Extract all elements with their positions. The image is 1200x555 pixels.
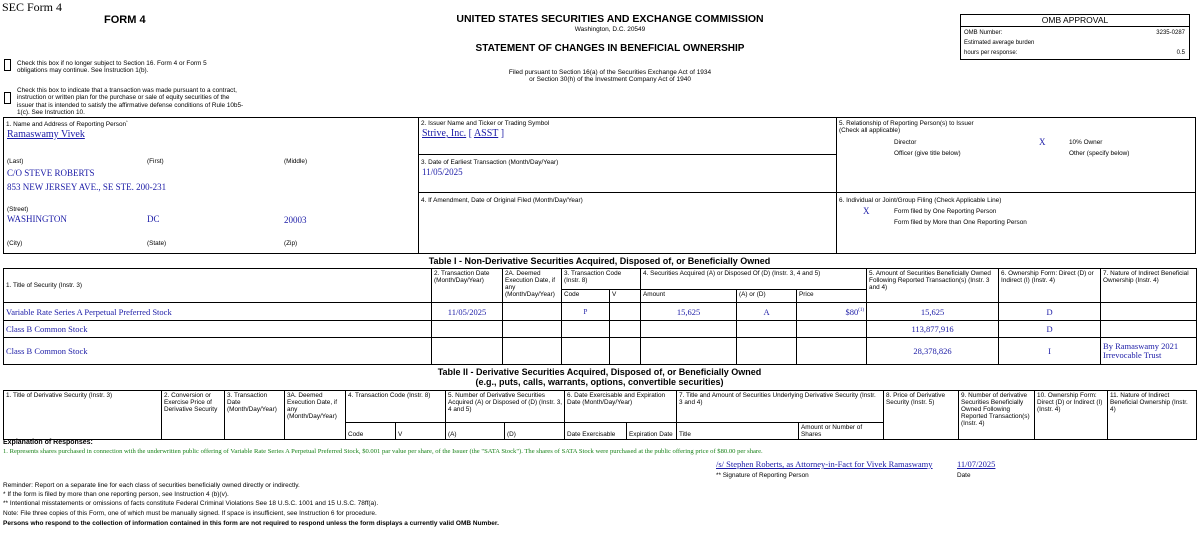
state-label: (State) [147,240,167,247]
earliest-transaction-box [418,154,837,193]
omb-hours-value: 0.5 [1176,50,1185,56]
signature-label: ** Signature of Reporting Person [716,472,809,479]
t2-h-v: V [396,423,446,440]
ten-percent-mark: X [1039,137,1046,147]
reporting-person-box [3,117,419,254]
table1-title: Table I - Non-Derivative Securities Acquired, Disposed of, or Beneficially Owned [428,256,771,266]
reminder-3: ** Intentional misstatements or omissions of facts constitute Federal Criminal Violations See 18 U.S.C. 1001 and 15 U.S.C. 78ff(a). [3,500,379,507]
t1-r0-price-footnote[interactable]: (1) [858,307,865,313]
omb-hours-label: hours per response: [964,50,1018,56]
t1-r0-date: 11/05/2025 [432,303,503,321]
t1-r2-form: I [999,338,1101,365]
ticker-open-bracket: [ [468,128,474,139]
t1-r1-amount [641,321,737,338]
t1-h-nature: 7. Nature of Indirect Beneficial Ownership (Instr. 4) [1101,269,1197,303]
omb-number-value: 3235-0287 [1156,30,1185,36]
table2-subtitle: (e.g., puts, calls, warrants, options, convertible securities) [475,377,724,387]
t2-h-exercisable: 6. Date Exercisable and Expiration Date (Month/Day/Year) [565,391,677,423]
omb-approval-box [960,14,1190,60]
box3-label: 3. Date of Earliest Transaction (Month/Day/Year) [421,159,559,166]
middle-label: (Middle) [284,158,308,165]
t2-h-owned: 9. Number of derivative Securities Beneficially Owned Following Reported Transaction(s) (Instr. 4) [959,391,1035,440]
t1-r1-v [610,321,641,338]
non-derivative-table [3,268,1197,365]
reminder-1: Reminder: Report on a separate line for each class of securities beneficially owned directly or indirectly. [3,482,300,489]
t2-h-code: 4. Transaction Code (Instr. 8) [346,391,446,423]
t2-h-code-sub: Code [346,423,396,440]
t1-r0-code: P [562,303,610,321]
t1-r0-aord: A [737,303,797,321]
t1-r2-v [610,338,641,365]
table-row [4,303,1197,321]
t1-r0-price-cell [797,303,867,321]
section16-text: Check this box if no longer subject to Section 16. Form 4 or Form 5 obligations may continue. See Instruction 1(b). [17,60,207,75]
city-value: WASHINGTON [7,214,67,224]
agency-location: Washington, D.C. 20549 [574,26,646,33]
t1-r0-v [610,303,641,321]
table-row [4,321,1197,338]
t1-r0-amount: 15,625 [641,303,737,321]
state-value: DC [147,214,160,224]
t1-r2-title: Class B Common Stock [4,338,432,365]
t1-h-v: V [610,290,641,303]
signature-name: /s/ Stephen Roberts, as Attorney-in-Fact for Vivek Ramaswamy [716,459,933,469]
first-label: (First) [147,158,164,165]
t1-r2-price [797,338,867,365]
t2-h-underlying: 7. Title and Amount of Securities Underlying Derivative Security (Instr. 3 and 4) [677,391,884,423]
box1-label: 1. Name and Address of Reporting Person* [6,119,128,129]
t1-h-acquired: 4. Securities Acquired (A) or Disposed Of (D) (Instr. 3, 4 and 5) [641,269,867,290]
issuer-box [418,117,837,155]
t1-h-owned: 5. Amount of Securities Beneficially Owned Following Reported Transaction(s) (Instr. 3 and 4) [867,269,999,303]
table-row [4,338,1197,365]
reminder-5: Persons who respond to the collection of information contained in this form are not required to respond unless the form displays a currently valid OMB Number. [3,520,499,527]
t1-r0-title: Variable Rate Series A Perpetual Preferred Stock [4,303,432,321]
t1-r0-owned: 15,625 [867,303,999,321]
street-label: (Street) [7,206,29,213]
rule10b5-checkbox[interactable] [4,92,11,104]
zip-value: 20003 [284,215,307,225]
one-person-mark: X [863,206,870,216]
t1-r0-price: $80 [845,306,859,317]
filed-pursuant-2: or Section 30(h) of the Investment Company Act of 1940 [529,76,691,83]
t1-r0-deemed [503,303,562,321]
t1-h-code-sub: Code [562,290,610,303]
t1-r1-deemed [503,321,562,338]
t1-r1-nature [1101,321,1197,338]
t1-h-price: Price [797,290,867,303]
ten-percent-option[interactable]: 10% Owner [1069,139,1103,146]
box4-label: 4. If Amendment, Date of Original Filed (Month/Day/Year) [421,197,583,204]
t1-r2-nature: By Ramaswamy 2021 Irrevocable Trust [1101,338,1197,365]
reminder-2: * If the form is filed by more than one reporting person, see Instruction 4 (b)(v). [3,491,229,498]
amendment-box [418,192,837,254]
section16-checkbox[interactable] [4,59,11,71]
t2-h-date-exercisable: Date Exercisable [565,423,627,440]
box5-sublabel: (Check all applicable) [839,127,901,134]
t1-r0-form: D [999,303,1101,321]
issuer-ticker [422,128,504,139]
t1-r1-aord [737,321,797,338]
one-person-option[interactable]: Form filed by One Reporting Person [894,208,997,215]
t1-h-code: 3. Transaction Code (Instr. 8) [562,269,641,290]
city-label: (City) [7,240,23,247]
t2-h-conversion: 2. Conversion or Exercise Price of Derivative Security [162,391,225,440]
derivative-table [3,390,1197,440]
t1-r0-nature [1101,303,1197,321]
relationship-box [836,117,1196,193]
t2-h-underlying-title: Title [677,423,799,440]
box2-label: 2. Issuer Name and Ticker or Trading Symbol [421,120,550,127]
t2-h-shares: Amount or Number of Shares [799,423,884,440]
t1-r1-owned: 113,877,916 [867,321,999,338]
t1-h-aord: (A) or (D) [737,290,797,303]
reporting-person-name[interactable]: Ramaswamy Vivek [7,129,85,140]
t2-h-date: 3. Transaction Date (Month/Day/Year) [225,391,285,440]
t1-r2-owned: 28,378,826 [867,338,999,365]
signature-date-label: Date [957,472,971,479]
t2-h-nature: 11. Nature of Indirect Beneficial Ownership (Instr. 4) [1108,391,1197,440]
rule10b5-text: Check this box to indicate that a transaction was made pursuant to a contract, instruction or written plan for the purchase or sale of equity securities of the issuer that is intended to satisfy the affirmative defense conditions of Rule 10b5-1(c). See Instruction 10. [17,87,244,117]
earliest-transaction-date: 11/05/2025 [422,167,463,177]
other-option[interactable]: Other (specify below) [1069,150,1130,157]
t1-h-date: 2. Transaction Date (Month/Day/Year) [432,269,503,303]
omb-title: OMB APPROVAL [961,15,1189,27]
t1-h-form: 6. Ownership Form: Direct (D) or Indirect (I) (Instr. 4) [999,269,1101,303]
t2-h-a: (A) [446,423,505,440]
t2-h-number: 5. Number of Derivative Securities Acquired (A) or Disposed of (D) (Instr. 3, 4 and 5) [446,391,565,423]
t2-h-price: 8. Price of Derivative Security (Instr. 5) [884,391,959,440]
box6-label: 6. Individual or Joint/Group Filing (Check Applicable Line) [839,197,1002,204]
address-line2: 853 NEW JERSEY AVE., SE STE. 200-231 [7,182,167,192]
director-option[interactable]: Director [894,139,917,146]
t2-h-d: (D) [505,423,565,440]
page-label: SEC Form 4 [2,0,63,14]
explanation-note-1: 1. Represents shares purchased in connection with the underwritten public offering of Variable Rate Series A Perpetual Preferred Stock, $0.001 par value per share, of the Issuer (the "SATA Stock"). The shares of SATA Stock were purchased at the public offering price of $80.00 per share. [3,448,763,455]
statement-title: STATEMENT OF CHANGES IN BENEFICIAL OWNERSHIP [475,43,745,54]
ticker-close-bracket: ] [498,128,505,139]
officer-option[interactable]: Officer (give title below) [894,150,961,157]
t1-r2-date [432,338,503,365]
box5-label: 5. Relationship of Reporting Person(s) to Issuer [839,120,974,127]
t1-r1-title: Class B Common Stock [4,321,432,338]
agency-name: UNITED STATES SECURITIES AND EXCHANGE COMMISSION [456,13,764,25]
t1-r1-price [797,321,867,338]
t1-r2-aord [737,338,797,365]
t1-r1-form: D [999,321,1101,338]
signature-date: 11/07/2025 [957,459,996,469]
t2-h-expiration: Expiration Date [627,423,677,440]
explanation-label: Explanation of Responses: [3,439,93,446]
t1-r2-deemed [503,338,562,365]
t1-h-title: 1. Title of Security (Instr. 3) [4,269,432,303]
t2-h-form: 10. Ownership Form: Direct (D) or Indirect (I) (Instr. 4) [1035,391,1108,440]
multi-person-option[interactable]: Form filed by More than One Reporting Person [894,219,1027,226]
form-title: FORM 4 [104,14,146,26]
t1-r2-amount [641,338,737,365]
t1-r1-date [432,321,503,338]
t1-r2-code [562,338,610,365]
t1-r1-code [562,321,610,338]
table2-title: Table II - Derivative Securities Acquired, Disposed of, or Beneficially Owned [437,367,762,377]
t2-h-title: 1. Title of Derivative Security (Instr. 3) [4,391,162,440]
last-label: (Last) [7,158,24,165]
ticker-symbol[interactable]: ASST [473,128,499,139]
t1-h-amount: Amount [641,290,737,303]
filing-type-box [836,192,1196,254]
t1-h-deemed: 2A. Deemed Execution Date, if any (Month/Day/Year) [503,269,562,303]
t2-h-deemed: 3A. Deemed Execution Date, if any (Month/Day/Year) [285,391,346,440]
reminder-4: Note: File three copies of this Form, one of which must be manually signed. If space is insufficient, see Instruction 6 for procedure. [3,510,377,517]
zip-label: (Zip) [284,240,298,247]
issuer-name[interactable]: Strive, Inc. [422,128,467,139]
address-line1: C/O STEVE ROBERTS [7,168,95,178]
filed-pursuant-1: Filed pursuant to Section 16(a) of the Securities Exchange Act of 1934 [508,69,712,76]
omb-burden-label: Estimated average burden [964,40,1035,46]
omb-number-label: OMB Number: [964,30,1003,36]
